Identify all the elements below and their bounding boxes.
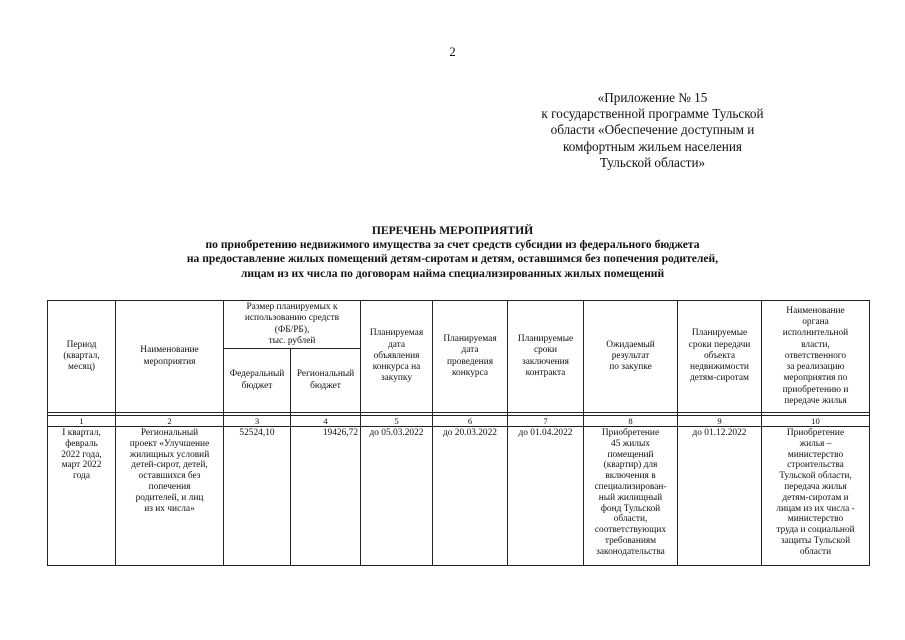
document-title <box>120 224 785 281</box>
cell-regional: 19426,72 <box>291 427 361 566</box>
cell-tender-date: до 05.03.2022 <box>361 427 433 566</box>
col-number: 2 <box>116 416 224 427</box>
annex-line: Тульской области» <box>599 154 706 170</box>
col-number: 6 <box>433 416 508 427</box>
col-number: 3 <box>224 416 291 427</box>
annex-line: области «Обеспечение доступным и <box>550 122 755 138</box>
col-number: 1 <box>48 416 116 427</box>
column-numbers-row <box>48 416 870 427</box>
measures-table <box>47 300 870 566</box>
annex-header <box>525 90 780 171</box>
header-hold-date: Планируемая дата проведения конкурса <box>433 301 508 413</box>
header-regional: Региональный бюджет <box>291 349 361 413</box>
cell-federal: 52524,10 <box>224 427 291 566</box>
title-line: ПЕРЕЧЕНЬ МЕРОПРИЯТИЙ <box>371 224 534 237</box>
cell-name: Региональный проект «Улучшение жилищных условий детей-сирот, детей, оставшихся без попечения родителей, и лиц из их числа» <box>116 427 224 566</box>
col-number: 8 <box>584 416 678 427</box>
title-line: по приобретению недвижимого имущества за счет средств субсидии из федерального бюджета <box>205 238 700 252</box>
col-number: 9 <box>678 416 762 427</box>
header-name: Наименование мероприятия <box>116 301 224 413</box>
cell-contract-date: до 01.04.2022 <box>508 427 584 566</box>
title-line: на предоставление жилых помещений детям-сиротам и детям, оставшимся без попечения родителей, <box>186 252 719 266</box>
header-period: Период (квартал, месяц) <box>48 301 116 413</box>
header-tender-date: Планируемая дата объявления конкурса на закупку <box>361 301 433 413</box>
header-contract-date: Планируемые сроки заключения контракта <box>508 301 584 413</box>
cell-period: I квартал, февраль 2022 года, март 2022 года <box>48 427 116 566</box>
annex-line: комфортным жильем населения <box>563 138 742 154</box>
annex-line: к государственной программе Тульской <box>541 106 764 122</box>
title-line: лицам из их числа по договорам найма специализированных жилых помещений <box>240 266 665 280</box>
header-result: Ожидаемый результат по закупке <box>584 301 678 413</box>
col-number: 7 <box>508 416 584 427</box>
header-funds: Размер планируемых к использованию средств (ФБ/РБ), тыс. рублей <box>224 301 361 349</box>
header-authority: Наименование органа исполнительной власти, ответственного за реализацию мероприятия по приобретению и передаче жилья <box>762 301 870 413</box>
cell-transfer: до 01.12.2022 <box>678 427 762 566</box>
header-transfer: Планируемые сроки передачи объекта недвижимости детям-сиротам <box>678 301 762 413</box>
col-number: 10 <box>762 416 870 427</box>
header-federal: Федеральный бюджет <box>224 349 291 413</box>
page-number: 2 <box>449 44 456 59</box>
table-row <box>48 427 870 566</box>
cell-authority: Приобретение жилья – министерство строительства Тульской области, передача жилья детям-сиротам и лицам из их числа - министерство труда и социальной защиты Тульской области <box>762 427 870 566</box>
col-number: 4 <box>291 416 361 427</box>
cell-result: Приобретение 45 жилых помещений (квартир) для включения в специализирован- ный жилищный фонд Тульской области, соответствующих требованиям законодательства <box>584 427 678 566</box>
annex-line: «Приложение № 15 <box>597 90 708 105</box>
col-number: 5 <box>361 416 433 427</box>
cell-hold-date: до 20.03.2022 <box>433 427 508 566</box>
